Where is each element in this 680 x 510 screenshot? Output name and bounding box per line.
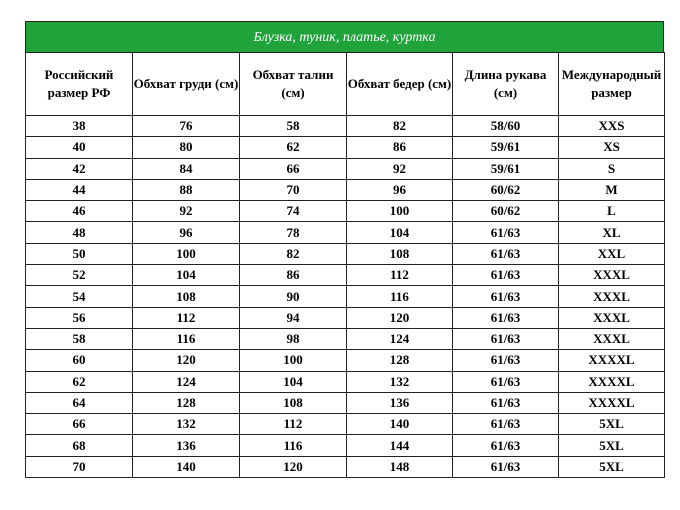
table-cell: 124 xyxy=(133,371,240,392)
table-cell: 5XL xyxy=(559,435,665,456)
table-cell: 54 xyxy=(26,286,133,307)
table-cell: 61/63 xyxy=(453,371,559,392)
table-cell: 86 xyxy=(347,137,453,158)
table-row xyxy=(26,137,665,158)
table-title: Блузка, туник, платье, куртка xyxy=(25,21,664,52)
table-cell: 64 xyxy=(26,392,133,413)
table-cell: 132 xyxy=(347,371,453,392)
table-cell: 58 xyxy=(26,328,133,349)
table-row xyxy=(26,201,665,222)
header-hips: Обхват бедер (см) xyxy=(347,53,453,116)
table-cell: 124 xyxy=(347,328,453,349)
table-row xyxy=(26,265,665,286)
table-row xyxy=(26,286,665,307)
table-cell: 112 xyxy=(240,414,347,435)
table-cell: 128 xyxy=(133,392,240,413)
table-row xyxy=(26,179,665,200)
table-cell: 144 xyxy=(347,435,453,456)
table-cell: 116 xyxy=(347,286,453,307)
table-cell: 96 xyxy=(347,179,453,200)
table-cell: 58/60 xyxy=(453,116,559,137)
table-cell: 60 xyxy=(26,350,133,371)
table-cell: 136 xyxy=(133,435,240,456)
table-row xyxy=(26,158,665,179)
table-row xyxy=(26,328,665,349)
table-cell: 70 xyxy=(240,179,347,200)
table-cell: 86 xyxy=(240,265,347,286)
table-row xyxy=(26,350,665,371)
table-cell: 66 xyxy=(240,158,347,179)
table-cell: 112 xyxy=(347,265,453,286)
table-row xyxy=(26,222,665,243)
header-row xyxy=(26,53,665,116)
table-cell: XXXXL xyxy=(559,371,665,392)
table-cell: 132 xyxy=(133,414,240,435)
table-cell: 108 xyxy=(240,392,347,413)
header-ru-size: Российский размер РФ xyxy=(26,53,133,116)
table-row xyxy=(26,392,665,413)
table-cell: 120 xyxy=(347,307,453,328)
table-cell: 62 xyxy=(240,137,347,158)
header-sleeve: Длина рукава (см) xyxy=(453,53,559,116)
table-cell: 56 xyxy=(26,307,133,328)
table-cell: M xyxy=(559,179,665,200)
table-cell: 66 xyxy=(26,414,133,435)
table-cell: 58 xyxy=(240,116,347,137)
table-cell: XXL xyxy=(559,243,665,264)
table-cell: 68 xyxy=(26,435,133,456)
table-cell: 59/61 xyxy=(453,137,559,158)
table-cell: 38 xyxy=(26,116,133,137)
table-cell: L xyxy=(559,201,665,222)
table-cell: 61/63 xyxy=(453,392,559,413)
table-cell: 116 xyxy=(240,435,347,456)
table-cell: 48 xyxy=(26,222,133,243)
table-cell: 50 xyxy=(26,243,133,264)
table-row xyxy=(26,414,665,435)
table-cell: XL xyxy=(559,222,665,243)
table-cell: 128 xyxy=(347,350,453,371)
size-table xyxy=(25,52,665,478)
table-cell: 5XL xyxy=(559,456,665,477)
table-cell: 104 xyxy=(133,265,240,286)
table-cell: 59/61 xyxy=(453,158,559,179)
table-cell: S xyxy=(559,158,665,179)
table-row xyxy=(26,116,665,137)
table-cell: 116 xyxy=(133,328,240,349)
table-cell: 108 xyxy=(133,286,240,307)
table-cell: 62 xyxy=(26,371,133,392)
table-cell: 104 xyxy=(347,222,453,243)
table-cell: 60/62 xyxy=(453,179,559,200)
table-cell: XXS xyxy=(559,116,665,137)
table-cell: 74 xyxy=(240,201,347,222)
table-cell: XXXL xyxy=(559,286,665,307)
table-cell: 92 xyxy=(133,201,240,222)
table-cell: 46 xyxy=(26,201,133,222)
table-cell: 44 xyxy=(26,179,133,200)
table-cell: 42 xyxy=(26,158,133,179)
table-cell: 82 xyxy=(240,243,347,264)
table-row xyxy=(26,456,665,477)
table-cell: 108 xyxy=(347,243,453,264)
table-cell: 60/62 xyxy=(453,201,559,222)
header-waist: Обхват талии (см) xyxy=(240,53,347,116)
table-cell: 104 xyxy=(240,371,347,392)
table-cell: 98 xyxy=(240,328,347,349)
size-chart xyxy=(25,21,664,478)
table-cell: 40 xyxy=(26,137,133,158)
table-cell: XXXL xyxy=(559,265,665,286)
table-cell: 61/63 xyxy=(453,456,559,477)
table-cell: XXXL xyxy=(559,328,665,349)
table-cell: 100 xyxy=(133,243,240,264)
table-cell: 82 xyxy=(347,116,453,137)
table-cell: 140 xyxy=(347,414,453,435)
table-cell: 70 xyxy=(26,456,133,477)
table-cell: 61/63 xyxy=(453,222,559,243)
table-cell: 84 xyxy=(133,158,240,179)
table-cell: 90 xyxy=(240,286,347,307)
table-cell: 61/63 xyxy=(453,350,559,371)
table-cell: 61/63 xyxy=(453,265,559,286)
table-cell: 148 xyxy=(347,456,453,477)
table-cell: 76 xyxy=(133,116,240,137)
table-cell: 94 xyxy=(240,307,347,328)
table-row xyxy=(26,435,665,456)
table-cell: 100 xyxy=(240,350,347,371)
table-cell: 88 xyxy=(133,179,240,200)
table-cell: 78 xyxy=(240,222,347,243)
table-cell: XXXXL xyxy=(559,392,665,413)
table-cell: 120 xyxy=(240,456,347,477)
table-cell: 92 xyxy=(347,158,453,179)
table-cell: 112 xyxy=(133,307,240,328)
table-cell: 140 xyxy=(133,456,240,477)
table-cell: 5XL xyxy=(559,414,665,435)
header-intl-size: Международный размер xyxy=(559,53,665,116)
table-row xyxy=(26,371,665,392)
table-cell: 136 xyxy=(347,392,453,413)
table-row xyxy=(26,243,665,264)
table-cell: 61/63 xyxy=(453,243,559,264)
table-cell: 80 xyxy=(133,137,240,158)
table-cell: 61/63 xyxy=(453,435,559,456)
table-cell: 61/63 xyxy=(453,307,559,328)
table-cell: 96 xyxy=(133,222,240,243)
header-chest: Обхват груди (см) xyxy=(133,53,240,116)
table-cell: 61/63 xyxy=(453,286,559,307)
table-cell: 52 xyxy=(26,265,133,286)
table-cell: 61/63 xyxy=(453,414,559,435)
table-cell: XXXL xyxy=(559,307,665,328)
table-cell: XXXXL xyxy=(559,350,665,371)
table-cell: 120 xyxy=(133,350,240,371)
table-cell: 61/63 xyxy=(453,328,559,349)
table-row xyxy=(26,307,665,328)
table-body xyxy=(26,116,665,478)
table-cell: XS xyxy=(559,137,665,158)
table-cell: 100 xyxy=(347,201,453,222)
